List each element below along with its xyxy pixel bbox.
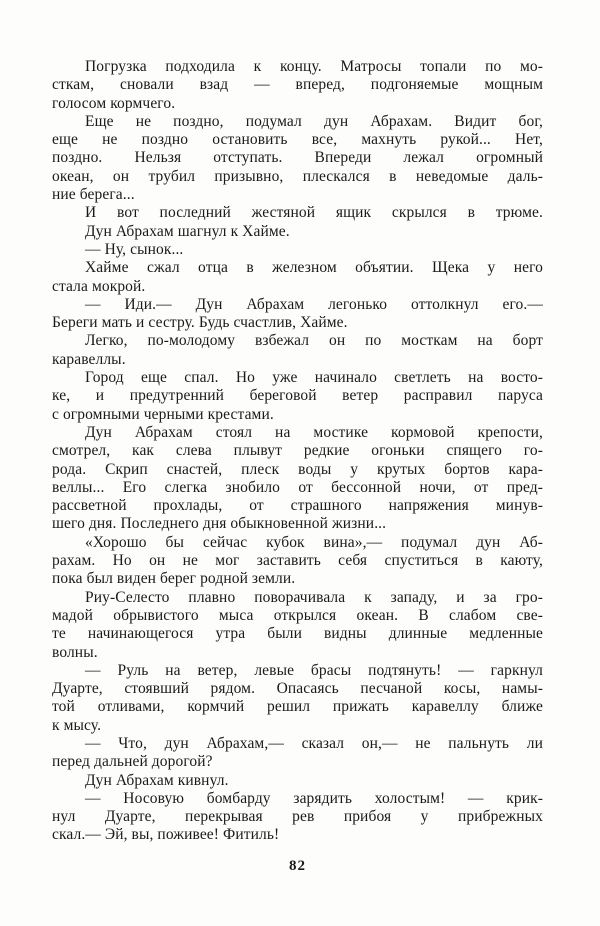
text-line: Легко, по-молодому взбежал он по мосткам на борт xyxy=(85,332,543,350)
text-line: еще не поздно остановить все, махнуть рукой... Нет, xyxy=(52,131,543,149)
text-line: Дун Абрахам стоял на мостике кормовой крепости, xyxy=(85,423,543,441)
text-line: сткам, сновали взад — вперед, подгоняемые мощным xyxy=(52,76,543,94)
text-line: Еще не поздно, подумал дун Абрахам. Видит бог, xyxy=(85,112,543,130)
text-line: ние берега... xyxy=(52,186,135,204)
text-line: И вот последний жестяной ящик скрылся в трюме. xyxy=(85,204,543,222)
paragraph xyxy=(52,332,543,369)
paragraph xyxy=(52,369,543,424)
text-line: смотрел, как слева плывут редкие огоньки спящего го- xyxy=(52,442,543,460)
text-line: поздно. Нельзя отступать. Впереди лежал огромный xyxy=(52,149,543,167)
text-line: Дун Абрахам шагнул к Хайме. xyxy=(85,222,290,240)
paragraph xyxy=(52,589,543,662)
text-line: пока был виден берег родной земли. xyxy=(52,570,296,588)
text-line: скал.— Эй, вы, поживее! Фитиль! xyxy=(52,826,280,844)
text-line: рода. Скрип снастей, плеск воды у крутых бортов кара- xyxy=(52,460,543,478)
text-line: мадой обрывистого мыса открылся океан. В слабом све- xyxy=(52,606,543,624)
text-line: волны. xyxy=(52,643,98,661)
text-line: рассветной прохлады, от страшного напряжения минув- xyxy=(52,497,543,515)
text-line: нул Дуарте, перекрывая рев прибоя у прибрежных xyxy=(52,808,543,826)
text-column xyxy=(52,58,543,845)
text-line: океан, он трубил призывно, плескался в неведомые даль- xyxy=(52,167,543,185)
paragraph xyxy=(52,223,543,241)
paragraph xyxy=(52,259,543,296)
text-line: перед дальней дорогой? xyxy=(52,753,213,771)
text-line: той отливами, кормчий решил прижать каравеллу ближе xyxy=(52,698,543,716)
paragraph xyxy=(52,790,543,845)
text-line: Дун Абрахам кивнул. xyxy=(85,771,229,789)
paragraph xyxy=(52,534,543,589)
paragraph xyxy=(52,424,543,534)
text-line: Риу-Селесто плавно поворачивала к западу, и за гро- xyxy=(85,588,543,606)
text-line: голосом кормчего. xyxy=(52,94,176,112)
text-line: стала мокрой. xyxy=(52,277,146,295)
page-number: 82 xyxy=(289,858,306,874)
text-line: Город еще спал. Но уже начинало светлеть на восто- xyxy=(85,369,543,387)
text-line: Дуарте, стоявший рядом. Опасаясь песчаной косы, намы- xyxy=(52,680,543,698)
text-line: Хайме сжал отца в железном объятии. Щека у него xyxy=(85,259,543,277)
text-line: к мысу. xyxy=(52,716,102,734)
text-line: ке, и предутренний береговой ветер расправил паруса xyxy=(52,387,543,405)
paragraph xyxy=(52,241,543,259)
paragraph xyxy=(52,113,543,204)
text-line: Береги мать и сестру. Будь счастлив, Хайме. xyxy=(52,314,348,332)
text-line: каравеллы. xyxy=(52,350,126,368)
paragraph xyxy=(52,58,543,113)
text-line: рахам. Но он не мог заставить себя спуститься в каюту, xyxy=(52,552,543,570)
text-line: шего дня. Последнего дня обыкновенной жизни... xyxy=(52,515,387,533)
text-line: Погрузка подходила к концу. Матросы топали по мо- xyxy=(85,58,543,75)
paragraph xyxy=(52,662,543,735)
paragraph xyxy=(52,204,543,222)
text-line: — Иди.— Дун Абрахам легонько оттолкнул его.— xyxy=(85,295,543,313)
text-line: — Что, дун Абрахам,— сказал он,— не пальнуть ли xyxy=(85,734,543,752)
text-line: «Хорошо бы сейчас кубок вина»,— подумал дун Аб- xyxy=(85,533,543,551)
text-line: с огромными черными крестами. xyxy=(52,405,274,423)
paragraph xyxy=(52,296,543,333)
paragraph xyxy=(52,772,543,790)
text-line: — Руль на ветер, левые брасы подтянуть! — гаркнул xyxy=(85,661,543,679)
text-line: — Носовую бомбарду зарядить холостым! — крик- xyxy=(85,789,543,807)
text-line: те начинающегося утра были видны длинные медленные xyxy=(52,625,543,643)
paragraph xyxy=(52,735,543,772)
text-line: — Ну, сынок... xyxy=(85,240,184,258)
text-line: веллы... Его слегка знобило от бессонной ночи, от пред- xyxy=(52,478,543,496)
